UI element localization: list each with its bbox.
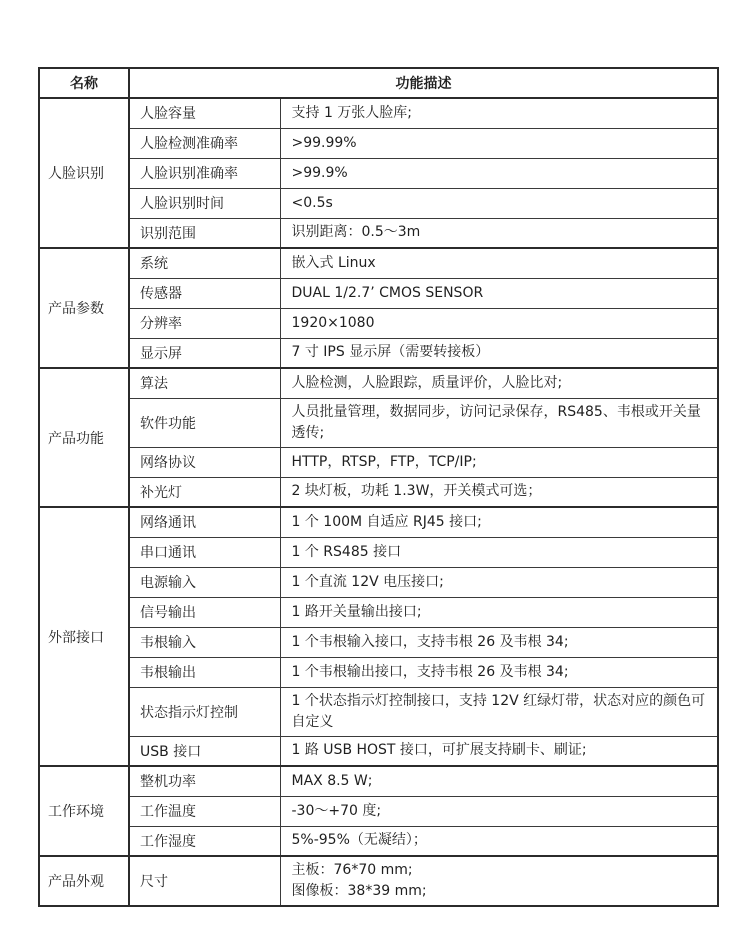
table-row: [39, 507, 718, 537]
spec-label-cell: 韦根输出: [129, 657, 280, 687]
table-row: [39, 627, 718, 657]
spec-description-cell: [280, 98, 718, 128]
spec-description-cell: [280, 766, 718, 796]
spec-label-cell: 状态指示灯控制: [129, 687, 280, 736]
spec-label-cell: 软件功能: [129, 398, 280, 447]
spec-description-line: <0.5s: [291, 194, 333, 211]
spec-description-line: 图像板：38*39 mm;: [291, 883, 427, 899]
spec-description-cell: [280, 218, 718, 248]
spec-description-line: 7 寸 IPS 显示屏（需要转接板）: [291, 344, 490, 361]
spec-description-cell: [280, 597, 718, 627]
spec-label-cell: 信号输出: [129, 597, 280, 627]
spec-label-cell: 工作湿度: [129, 826, 280, 856]
spec-description-line: >99.99%: [291, 134, 357, 151]
header-cell-name: 名称: [39, 68, 129, 98]
spec-description-line: DUAL 1/2.7’ CMOS SENSOR: [291, 284, 484, 301]
spec-description-cell: [280, 368, 718, 398]
spec-description-cell: [280, 537, 718, 567]
spec-description-line: 1 个直流 12V 电压接口;: [291, 573, 444, 590]
spec-description-line: 1 个 100M 自适应 RJ45 接口;: [291, 513, 482, 530]
table-row: [39, 657, 718, 687]
spec-description-line: 1 个韦根输出接口，支持韦根 26 及韦根 34;: [291, 663, 569, 680]
spec-description-line: 人脸检测，人脸跟踪，质量评价，人脸比对;: [291, 374, 563, 391]
spec-label-cell: 尺寸: [129, 856, 280, 906]
spec-label-cell: 人脸容量: [129, 98, 280, 128]
group-cell: 人脸识别: [39, 98, 129, 248]
spec-label-cell: 整机功率: [129, 766, 280, 796]
spec-description-line: 识别距离：0.5～3m: [291, 224, 421, 241]
spec-label-cell: 补光灯: [129, 477, 280, 507]
spec-description-cell: [280, 657, 718, 687]
spec-description-line: 嵌入式 Linux: [291, 254, 376, 271]
spec-description-cell: [280, 158, 718, 188]
table-row: [39, 766, 718, 796]
table-row: [39, 687, 718, 736]
spec-description-line: 2 块灯板，功耗 1.3W，开关模式可选；: [291, 483, 542, 500]
group-cell: 外部接口: [39, 507, 129, 766]
spec-description-cell: [280, 507, 718, 537]
table-row: [39, 368, 718, 398]
spec-description-cell: [280, 338, 718, 368]
table-row: [39, 856, 718, 906]
table-row: [39, 158, 718, 188]
spec-description-cell: [280, 188, 718, 218]
spec-label-cell: 识别范围: [129, 218, 280, 248]
spec-description-cell: [280, 736, 718, 766]
spec-label-cell: 人脸识别时间: [129, 188, 280, 218]
spec-description-line: MAX 8.5 W;: [291, 772, 373, 789]
table-row: [39, 128, 718, 158]
spec-description-line: 5%-95%（无凝结）；: [291, 832, 427, 849]
spec-label-cell: 传感器: [129, 278, 280, 308]
table-row: [39, 447, 718, 477]
table-row: [39, 477, 718, 507]
spec-table-header: [39, 68, 718, 98]
spec-label-cell: 工作温度: [129, 796, 280, 826]
spec-description-cell: [280, 248, 718, 278]
spec-label-cell: 系统: [129, 248, 280, 278]
spec-description-line: 支持 1 万张人脸库;: [291, 104, 413, 121]
spec-description-line: 1 个状态指示灯控制接口，支持 12V 红绿灯带，状态对应的颜色可自定义: [291, 692, 706, 730]
table-row: [39, 398, 718, 447]
spec-label-cell: 网络协议: [129, 447, 280, 477]
table-row: [39, 308, 718, 338]
spec-table: [38, 67, 719, 907]
table-row: [39, 796, 718, 826]
table-row: [39, 248, 718, 278]
spec-description-line: 1920×1080: [291, 314, 375, 331]
spec-description-cell: [280, 856, 718, 906]
group-cell: 产品功能: [39, 368, 129, 507]
spec-description-line: -30～+70 度;: [291, 802, 382, 819]
spec-label-cell: 人脸检测准确率: [129, 128, 280, 158]
table-row: [39, 567, 718, 597]
spec-label-cell: 人脸识别准确率: [129, 158, 280, 188]
table-row: [39, 736, 718, 766]
table-row: [39, 218, 718, 248]
spec-description-line: HTTP，RTSP，FTP，TCP/IP;: [291, 453, 477, 470]
spec-label-cell: 电源输入: [129, 567, 280, 597]
spec-description-cell: [280, 308, 718, 338]
table-row: [39, 98, 718, 128]
table-row: [39, 338, 718, 368]
spec-description-cell: [280, 567, 718, 597]
spec-label-cell: 显示屏: [129, 338, 280, 368]
spec-label-cell: 分辨率: [129, 308, 280, 338]
spec-description-cell: [280, 627, 718, 657]
spec-description-cell: [280, 826, 718, 856]
header-cell-description: 功能描述: [129, 68, 718, 98]
spec-description-line: 人员批量管理，数据同步，访问记录保存，RS485、韦根或开关量透传;: [291, 403, 701, 441]
group-cell: 产品参数: [39, 248, 129, 368]
spec-description-cell: [280, 687, 718, 736]
spec-description-cell: [280, 477, 718, 507]
spec-label-cell: USB 接口: [129, 736, 280, 766]
table-row: [39, 278, 718, 308]
spec-description-cell: [280, 278, 718, 308]
spec-label-cell: 网络通讯: [129, 507, 280, 537]
spec-description-cell: [280, 447, 718, 477]
spec-label-cell: 韦根输入: [129, 627, 280, 657]
spec-description-cell: [280, 398, 718, 447]
table-row: [39, 597, 718, 627]
spec-description-line: >99.9%: [291, 164, 348, 181]
header-row: [39, 68, 718, 98]
spec-description-line: 主板：76*70 mm;: [291, 862, 413, 878]
spec-label-cell: 算法: [129, 368, 280, 398]
table-row: [39, 826, 718, 856]
spec-table-body: [39, 98, 718, 906]
spec-label-cell: 串口通讯: [129, 537, 280, 567]
spec-description-cell: [280, 796, 718, 826]
table-row: [39, 188, 718, 218]
group-cell: 工作环境: [39, 766, 129, 856]
spec-description-line: 1 路 USB HOST 接口，可扩展支持刷卡、刷证;: [291, 742, 587, 759]
spec-description-cell: [280, 128, 718, 158]
group-cell: 产品外观: [39, 856, 129, 906]
spec-description-line: 1 路开关量输出接口;: [291, 603, 422, 620]
spec-description-line: 1 个 RS485 接口: [291, 543, 402, 560]
table-row: [39, 537, 718, 567]
spec-description-line: 1 个韦根输入接口，支持韦根 26 及韦根 34;: [291, 633, 569, 650]
